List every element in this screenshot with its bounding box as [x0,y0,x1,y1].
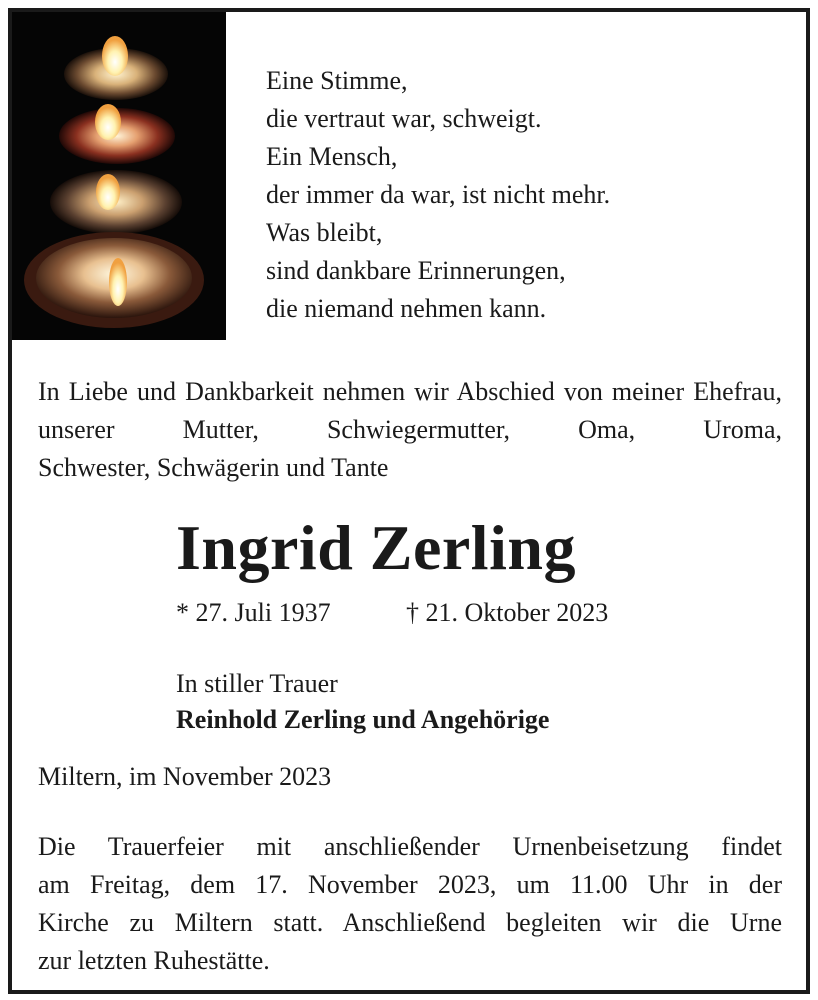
farewell-intro-text: In Liebe und Dankbarkeit nehmen wir Abschied von meiner Ehefrau, unserer Mutter, Schwiegermutter, Oma, Uroma, [38,377,782,444]
obituary-notice [8,8,810,994]
life-dates [176,596,609,630]
ceremony-line: Kirche zu Miltern statt. Anschließend begleiten wir die Urne [38,908,782,937]
poem-line: der immer da war, ist nicht mehr. [266,180,611,209]
place-and-date: Miltern, im November 2023 [38,762,332,791]
death-date: † 21. Oktober 2023 [406,598,609,627]
poem-line: Was bleibt, [266,218,383,247]
flame-3 [96,174,120,210]
poem-line: Eine Stimme, [266,66,408,95]
poem-line: Ein Mensch, [266,142,398,171]
bereaved-names: Reinhold Zerling und Angehörige [176,705,550,734]
candle-lights-photo [12,12,226,340]
flame-4 [109,258,127,306]
flame-1 [102,36,128,76]
ceremony-line: am Freitag, dem 17. November 2023, um 11.00 Uhr in der [38,870,782,899]
poem-line: die niemand nehmen kann. [266,294,547,323]
poem-line: sind dankbare Erinnerungen, [266,256,566,285]
mourning-phrase: In stiller Trauer [176,669,338,698]
farewell-intro-last-line: Schwester, Schwägerin und Tante [38,453,389,482]
birth-date: * 27. Juli 1937 [176,598,331,627]
flame-2 [95,104,121,140]
poem [266,62,610,328]
ceremony-notice [38,828,782,980]
ceremony-line: zur letzten Ruhestätte. [38,946,270,975]
mourning-block [176,666,549,738]
poem-line: die vertraut war, schweigt. [266,104,542,133]
candles-illustration [12,12,226,340]
deceased-name: Ingrid Zerling [176,512,576,583]
farewell-intro [38,373,782,487]
ceremony-line: Die Trauerfeier mit anschließender Urnenbeisetzung findet [38,832,782,861]
